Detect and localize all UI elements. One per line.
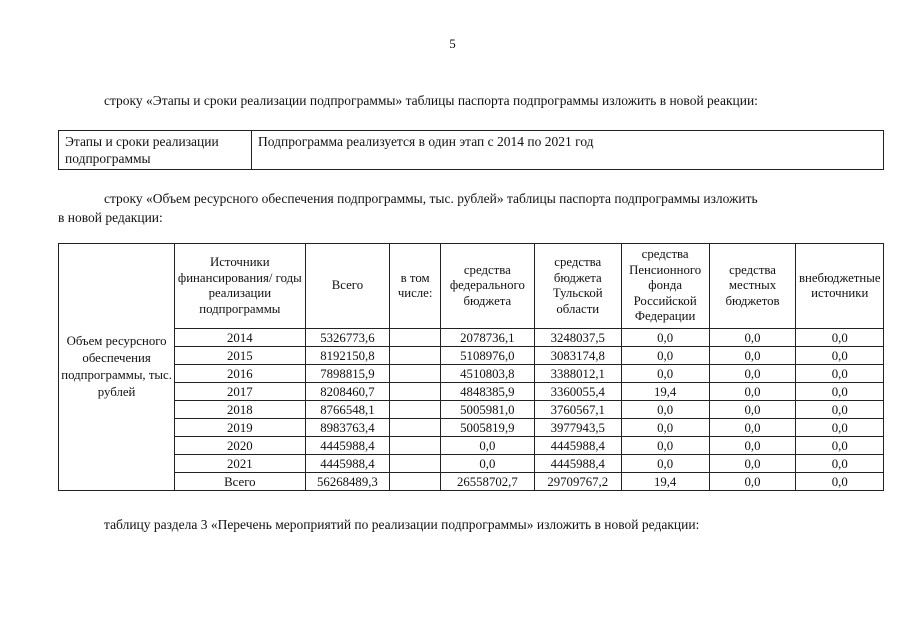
cell-year: 2016 — [175, 365, 305, 383]
header-sources: Источники финансирования/ годы реализации подпрограммы — [175, 244, 305, 329]
cell-total: 8192150,8 — [305, 347, 390, 365]
cell-offbudget: 0,0 — [796, 383, 884, 401]
cell-pension: 0,0 — [621, 437, 709, 455]
cell-pension: 0,0 — [621, 401, 709, 419]
paragraph-resources-line1: строку «Объем ресурсного обеспечения подпрограммы, тыс. рублей» таблицы паспорта подпрограммы изложить — [104, 191, 758, 206]
paragraph-section3: таблицу раздела 3 «Перечень мероприятий по реализации подпрограммы» изложить в новой редакции: — [104, 517, 700, 532]
cell-year: 2020 — [175, 437, 305, 455]
header-pension-fund: средства Пенсионного фонда Российской Федерации — [621, 244, 709, 329]
table-row — [59, 473, 884, 491]
cell-year: 2015 — [175, 347, 305, 365]
cell-federal: 0,0 — [440, 455, 534, 473]
cell-including — [390, 329, 441, 347]
cell-local: 0,0 — [709, 329, 796, 347]
header-local: средства местных бюджетов — [709, 244, 796, 329]
cell-offbudget: 0,0 — [796, 347, 884, 365]
cell-total: 8208460,7 — [305, 383, 390, 401]
cell-including — [390, 455, 441, 473]
cell-including — [390, 383, 441, 401]
cell-federal: 5005981,0 — [440, 401, 534, 419]
cell-pension: 19,4 — [621, 383, 709, 401]
cell-year: 2014 — [175, 329, 305, 347]
cell-year: Всего — [175, 473, 305, 491]
cell-federal: 4510803,8 — [440, 365, 534, 383]
cell-regional: 3248037,5 — [534, 329, 621, 347]
cell-offbudget: 0,0 — [796, 473, 884, 491]
header-total: Всего — [305, 244, 390, 329]
cell-regional: 3388012,1 — [534, 365, 621, 383]
cell-local: 0,0 — [709, 419, 796, 437]
cell-total: 4445988,4 — [305, 437, 390, 455]
stages-table — [58, 130, 884, 170]
cell-year: 2018 — [175, 401, 305, 419]
cell-regional: 4445988,4 — [534, 437, 621, 455]
cell-local: 0,0 — [709, 383, 796, 401]
table-row — [59, 365, 884, 383]
cell-regional: 3977943,5 — [534, 419, 621, 437]
resources-table — [58, 243, 884, 491]
cell-local: 0,0 — [709, 473, 796, 491]
cell-offbudget: 0,0 — [796, 437, 884, 455]
cell-local: 0,0 — [709, 365, 796, 383]
cell-regional: 29709767,2 — [534, 473, 621, 491]
stages-value-cell: Подпрограмма реализуется в один этап с 2014 по 2021 год — [252, 131, 884, 170]
cell-including — [390, 365, 441, 383]
cell-federal: 2078736,1 — [440, 329, 534, 347]
cell-pension: 0,0 — [621, 365, 709, 383]
cell-offbudget: 0,0 — [796, 455, 884, 473]
cell-total: 7898815,9 — [305, 365, 390, 383]
cell-local: 0,0 — [709, 401, 796, 419]
cell-local: 0,0 — [709, 455, 796, 473]
table-row — [59, 437, 884, 455]
page-number: 5 — [449, 36, 456, 51]
cell-total: 8766548,1 — [305, 401, 390, 419]
cell-federal: 5005819,9 — [440, 419, 534, 437]
table-row — [59, 419, 884, 437]
cell-pension: 0,0 — [621, 419, 709, 437]
cell-offbudget: 0,0 — [796, 419, 884, 437]
table-row — [59, 347, 884, 365]
cell-offbudget: 0,0 — [796, 329, 884, 347]
cell-including — [390, 401, 441, 419]
table-row — [59, 455, 884, 473]
cell-regional: 3360055,4 — [534, 383, 621, 401]
cell-pension: 19,4 — [621, 473, 709, 491]
cell-pension: 0,0 — [621, 455, 709, 473]
cell-offbudget: 0,0 — [796, 365, 884, 383]
cell-pension: 0,0 — [621, 329, 709, 347]
cell-including — [390, 419, 441, 437]
cell-total: 8983763,4 — [305, 419, 390, 437]
cell-local: 0,0 — [709, 437, 796, 455]
cell-federal: 4848385,9 — [440, 383, 534, 401]
cell-total: 4445988,4 — [305, 455, 390, 473]
cell-regional: 3760567,1 — [534, 401, 621, 419]
cell-year: 2017 — [175, 383, 305, 401]
cell-including — [390, 473, 441, 491]
header-offbudget: внебюджетные источники — [796, 244, 884, 329]
cell-regional: 4445988,4 — [534, 455, 621, 473]
cell-federal: 26558702,7 — [440, 473, 534, 491]
cell-offbudget: 0,0 — [796, 401, 884, 419]
cell-total: 56268489,3 — [305, 473, 390, 491]
table-row — [59, 401, 884, 419]
cell-year: 2019 — [175, 419, 305, 437]
resources-row-label: Объем ресурсного обеспечения подпрограммы, тыс. рублей — [59, 244, 175, 491]
cell-federal: 0,0 — [440, 437, 534, 455]
stages-label-cell: Этапы и сроки реализации подпрограммы — [59, 131, 252, 170]
cell-including — [390, 347, 441, 365]
table-row — [59, 383, 884, 401]
paragraph-stages: строку «Этапы и сроки реализации подпрограммы» таблицы паспорта подпрограммы изложить в новой реакции: — [104, 93, 758, 108]
table-row — [59, 329, 884, 347]
table-header-row — [59, 244, 884, 329]
paragraph-resources-line2: в новой редакции: — [58, 210, 163, 225]
header-regional: средства бюджета Тульской области — [534, 244, 621, 329]
cell-including — [390, 437, 441, 455]
cell-year: 2021 — [175, 455, 305, 473]
header-including: в том числе: — [390, 244, 441, 329]
cell-pension: 0,0 — [621, 347, 709, 365]
cell-total: 5326773,6 — [305, 329, 390, 347]
header-federal: средства федерального бюджета — [440, 244, 534, 329]
cell-local: 0,0 — [709, 347, 796, 365]
cell-federal: 5108976,0 — [440, 347, 534, 365]
cell-regional: 3083174,8 — [534, 347, 621, 365]
